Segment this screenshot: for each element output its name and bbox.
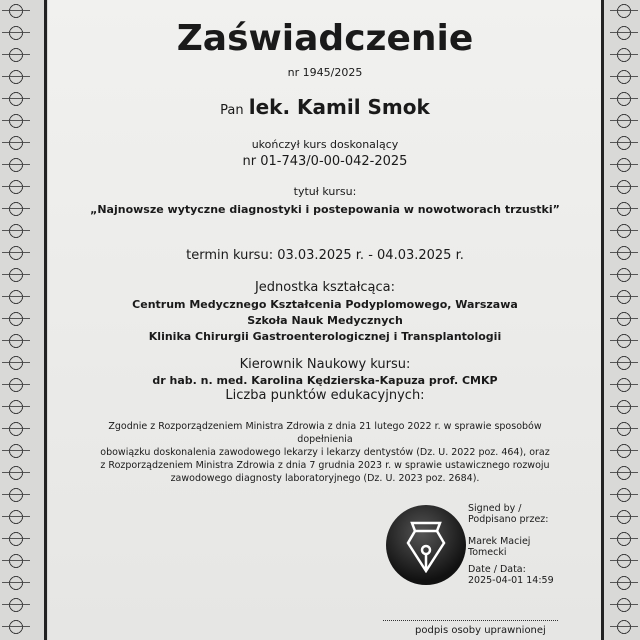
term-label: termin kursu: bbox=[186, 248, 274, 263]
signer-name: Marek Maciej bbox=[468, 536, 531, 547]
unit-lines bbox=[48, 297, 602, 345]
fountain-pen-nib-icon bbox=[386, 505, 466, 585]
legal-line: z Rozporządzeniem Ministra Zdrowia z dnia 7 grudnia 2023 r. w sprawie ustawicznego rozwoju bbox=[100, 460, 550, 471]
digital-signature-info bbox=[468, 503, 554, 586]
decorative-border-left bbox=[2, 0, 30, 640]
decorative-border-right bbox=[610, 0, 638, 640]
legal-line: zawodowego diagnosty laboratoryjnego (Dz. U. 2023 poz. 2684). bbox=[170, 473, 480, 484]
certificate-number: nr 1945/2025 bbox=[287, 66, 363, 79]
course-term bbox=[48, 248, 602, 263]
signature-date: 2025-04-01 14:59 bbox=[468, 575, 554, 586]
course-title-label: tytuł kursu: bbox=[293, 185, 357, 198]
recipient-prefix: Pan bbox=[220, 103, 244, 118]
signature-line bbox=[383, 620, 558, 621]
head-name: dr hab. n. med. Karolina Kędzierska-Kapuza prof. CMKP bbox=[152, 374, 498, 387]
legal-basis bbox=[48, 420, 602, 485]
signed-by-label: Signed by / bbox=[468, 503, 522, 514]
recipient-name: lek. Kamil Smok bbox=[248, 95, 430, 119]
signer-surname: Tomecki bbox=[468, 547, 507, 558]
course-number: nr 01-743/0-00-042-2025 bbox=[242, 154, 408, 169]
signature-caption: podpis osoby uprawnionej bbox=[415, 625, 546, 636]
signed-by-label-pl: Podpisano przez: bbox=[468, 514, 549, 525]
course-title: „Najnowsze wytyczne diagnostyki i postepowania w nowotworach trzustki” bbox=[90, 203, 560, 216]
term-value: 03.03.2025 r. - 04.03.2025 r. bbox=[277, 248, 464, 263]
head-label: Kierownik Naukowy kursu: bbox=[239, 357, 411, 372]
border-line-left bbox=[44, 0, 47, 640]
recipient bbox=[48, 95, 602, 119]
unit-line: Szkoła Nauk Medycznych bbox=[247, 314, 403, 327]
legal-line: obowiązku doskonalenia zawodowego lekarzy i lekarzy dentystów (Dz. U. 2022 poz. 464), oraz bbox=[100, 447, 550, 458]
completed-text: ukończył kurs doskonalący bbox=[251, 138, 399, 151]
certificate-title: Zaświadczenie bbox=[176, 18, 474, 59]
unit-label: Jednostka kształcąca: bbox=[254, 280, 396, 295]
points-label: Liczba punktów edukacyjnych: bbox=[225, 388, 425, 403]
date-label: Date / Data: bbox=[468, 564, 526, 575]
unit-line: Klinika Chirurgii Gastroenterologicznej i Transplantologii bbox=[148, 330, 502, 343]
unit-line: Centrum Medycznego Kształcenia Podyplomowego, Warszawa bbox=[132, 298, 518, 311]
legal-line: Zgodnie z Rozporządzeniem Ministra Zdrowia z dnia 21 lutego 2022 r. w sprawie sposobów dopełnienia bbox=[108, 421, 542, 445]
